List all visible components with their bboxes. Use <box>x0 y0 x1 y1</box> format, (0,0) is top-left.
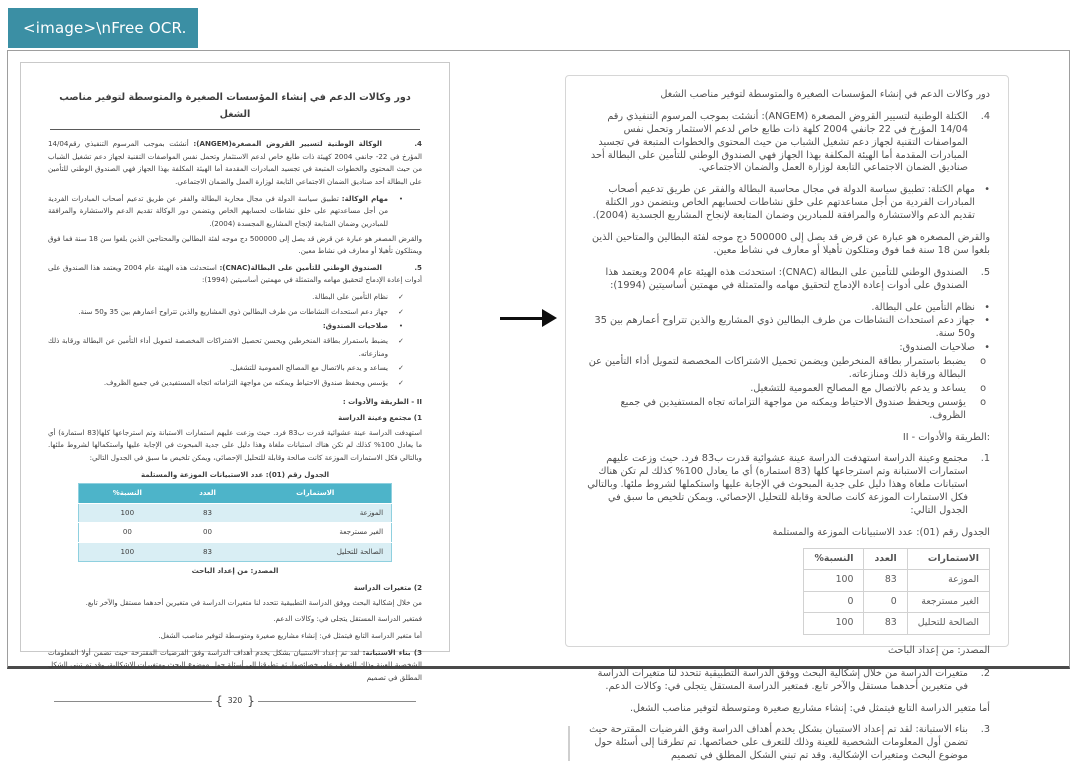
table-source: المصدر: من إعداد الباحث <box>191 566 279 576</box>
sub-bullet-item: o يؤسس ويحفظ صندوق الاحتياط ويمكنه من مواجهة التزاماته تجاه المستفيدين في جميع الظروف. <box>582 397 990 423</box>
bullet-fund-powers: • صلاحيات الصندوق: <box>48 320 422 333</box>
section-heading-method: II - الطريقة والأدوات : <box>342 397 422 407</box>
check-item: ✓ نظام التأمين على البطالة. <box>48 291 422 304</box>
ocr-title: دور وكالات الدعم في إنشاء المؤسسات الصغيرة والمتوسطة لتوفير مناصب الشغل <box>660 89 990 100</box>
questionnaire-table <box>78 483 392 562</box>
check-item: ✓ يساعد و يدعم بالاتصال مع المصالح العمومية للتشغيل. <box>48 362 422 375</box>
table-header-cell: النسبة% <box>804 548 864 570</box>
ocr-bullet-tasks: • مهام الكتلة: تطبيق سياسة الدولة في مجال محاسبة البطالة والفقر عن طريق تدعيم أصحاب المبادرات الفردية من أجل مساعدتهم على خلق نشاطات لحسابهم الخاص ويتضمن دور الكتلة تقديم الدعم والاستشارة والمرافقة للمبادرين وضمان المتابعة لإنجاح المشاريع الجسدية (2004). <box>592 184 990 222</box>
scanned-document-page <box>20 62 450 709</box>
subsection-variables: 2) متغيرات الدراسة <box>353 583 422 593</box>
bullet-item: • نظام التأمين على البطالة. <box>871 301 990 313</box>
ocr-paragraph-dependent-variable: أما متغير الدراسة التابع فيتمثل في: إنشاء مشاريع صغيرة ومتوسطة لتوفير مناصب الشغل. <box>629 702 990 714</box>
page-number: 320 <box>227 696 243 706</box>
paragraph-variables-1: من خلال إشكالية البحث ووفق الدراسة التطبيقية تتحدد لنا متغيرات الدراسة في متغيرين أحدهما مستقل والآخر تابع. <box>85 597 422 607</box>
table-header-cell: العدد <box>176 484 240 503</box>
check-icon: ✓ <box>398 363 404 373</box>
bullet-icon: • <box>984 342 990 354</box>
paragraph-item4: 4.الوكالة الوطنية لتسيير القروض المصغرة(ANGEM): أنشئت بموجب المرسوم التنفيذي رقم14/04 المؤرخ في 22- جانفي 2004 كهيئة ذات طابع خاص لدعم الاستثمار وتحمل نفس المواصفات التقنية لجهاز دعم تشغيل الشباب من حيث المحتوى والخطوات المتبعة في تجسيد المبادرات المقدمة أما الهيئة المكلفة بهذا الجهاز فهي الصندوق الوطني للتأمين على البطالة أحد صناديق الضمان الاجتماعي التابعة لوزارة العمل والضمان الاجتماعي. <box>48 139 423 186</box>
paragraph-sample: استهدفت الدراسة عينة عشوائية قدرت ب83 فرد. حيث وزعت عليهم استمارات الاستبانة وتم استرجاعها كلها(83 استمارة) أي ما يعادل 100% كذلك لم تكن هناك استبانات ملغاة وهذا دليل على جدية المبحوث في الإجابة عليها واستكمالها لشروط ملئها. وبالتالي فكل الاستمارات الموزعة كانت صالحة وقابلة للتحليل الإحصائي، ويمكن تلخيص ما سبق في الجدول التالي: <box>48 427 422 462</box>
circle-bullet-icon: o <box>980 382 986 394</box>
check-item: ✓ يضبط باستمرار بطاقة المنخرطين ويحسن تحصيل الاشتراكات المخصصة لتمويل أداء التأمين عن البطالة ورقابة ذلك ومنازعاته. <box>48 335 422 360</box>
ocr-item-4: 4. الكتلة الوطنية لتسيير القروض المصغرة (ANGEM): أنشئت بموجب المرسوم التنفيذي رقم 14/04 المؤرخ في 22 جانفي 2004 كلهة ذات طابع خاص لدعم الاستثمار وتحمل نفس المواصفات التقنية لجهاز دعم تشغيل الشباب من حيث المحتوى والخطوات المتبعة في تجسيد المبادرات المقدمة أما الهيئة المكلفة بهذا الجهاز فهي الصندوق الوطني للتأمين على البطالة أحد صناديق الضمان الاجتماعي التابعة لوزارة العمل والضمان الاجتماعي. <box>590 110 990 174</box>
table-caption: الجدول رقم (01): عدد الاستبيانات الموزعة والمستلمة <box>140 469 330 479</box>
item-number: 3. <box>980 724 990 736</box>
bullet-icon: • <box>984 315 990 327</box>
title-rule <box>50 129 420 130</box>
footer-brace-close: } <box>215 694 223 709</box>
ocr-table-source: المصدر: من إعداد الباحث <box>887 644 990 656</box>
item-number: 2. <box>980 667 990 679</box>
ocr-questionnaire-table <box>803 548 990 635</box>
table-header-row <box>78 484 391 503</box>
table-row: الغير مسترجعة 0 0 <box>804 591 990 613</box>
table-row: الغير مسترجعة 00 00 <box>78 523 391 543</box>
check-icon: ✓ <box>398 335 404 345</box>
paragraph-item5: 5.الصندوق الوطني للتأمين على البطالة(CNAC): استحدثت هذه الهيئة عام 2004 ويعتمد هذا الصندوق على أدوات إعادة الإدماج لتحقيق مهامه والمتمثلة في مهمتين أساسيتين (1994): <box>48 262 422 285</box>
paragraph-variables-2: فمتغير الدراسة المستقل يتجلى في: وكالات الدعم. <box>273 614 422 624</box>
footer-rule <box>258 701 416 702</box>
item-lead: الصندوق الوطني للتأمين على البطالة(CNAC): <box>219 262 382 272</box>
table-row: الموزعة 83 100 <box>78 503 391 523</box>
paragraph-variables-3: أما متغير الدراسة التابع فيتمثل في: إنشاء مشاريع صغيرة ومتوسطة لتوفير مناصب الشغل. <box>158 630 422 640</box>
item-number: 4. <box>980 110 990 122</box>
item-number: 4. <box>414 139 422 149</box>
item-number: 5. <box>414 262 422 272</box>
sub-bullet-item: o يضبط باستمرار بطاقة المنخرطين ويضمن تحميل الاشتراكات المخصصة لتمويل أداء التأمين عن البطالة ورقابة ذلك ومنازعاته. <box>582 356 990 382</box>
paragraph-item3: 3) بناء الاستبانة: لقد تم إعداد الاستبيان بشكل يخدم أهداف الدراسة وفق الفرضيات المقترحة حيث تضمن أولا المعلومات الشخصية للعينة وذلك للتعرف على خصائصها، ثم تطرقنا إلى أسئلة حول موضوع البحث ومتغيرات الإشكالية، وقد تم تبني الشكل المطلق في تصميم <box>48 647 423 682</box>
selection-bar <box>568 726 570 761</box>
circle-bullet-icon: o <box>980 396 986 408</box>
page-title: دور وكالات الدعم في إنشاء المؤسسات الصغيرة والمتوسطة لتوفير مناصب الشغل <box>59 92 411 121</box>
ocr-output-panel[interactable] <box>565 75 1009 762</box>
ocr-item-3: 3. بناء الاستبانة: لقد تم إعداد الاستبيان بشكل يخدم أهداف الدراسة وفق الفرضيات المقترحة حيث تضمن أول المعلومات الشخصية للعينة وذلك للتعرف على خصائصها. تم تطرقنا إلى أسئلة حول موضوع البحث ومتغيرات الإشكالية. وقد تم تبني الشكل المطلق في تصميم <box>582 724 990 763</box>
check-icon: ✓ <box>398 306 404 316</box>
ocr-item-5: 5. الصندوق الوطني للتأمين على البطالة (CNAC): استحدثت هذه الهيئة عام 2004 ويعتمد هذا الصندوق على أدوات إعادة الإدماج لتحقيق مهامه والمتمثلة في مهمتين أساسيتين (1994): <box>605 266 990 291</box>
paragraph-microloan: والقرض المصغر هو عبارة عن قرض قد يصل إلى 500000 دج موجه لفئة البطالين والمحتاجين الذين بلغوا سن 18 سنة فما فوق ويمتلكون تأهيلا أو معارف في نشاط معين. <box>48 233 422 256</box>
table-header-row <box>804 548 990 570</box>
check-icon: ✓ <box>398 292 404 301</box>
item-number: 1. <box>980 453 990 465</box>
table-header-cell: النسبة% <box>78 484 175 503</box>
ocr-bullet-list <box>582 302 990 423</box>
subsection-sample: 1) مجتمع وعينة الدراسة <box>338 413 422 422</box>
check-item: ✓ جهاز دعم استحداث النشاطات من طرف البطالين ذوي المشاريع والذين تتراوح أعمارهم بين 35 و50 سنة. <box>48 306 422 319</box>
check-icon: ✓ <box>398 377 404 387</box>
circle-bullet-icon: o <box>980 356 986 368</box>
footer-rule <box>54 701 212 702</box>
ocr-paragraph-microloan: والقرض المصغره هو عبارة عن قرض قد يصل إلى 500000 دج موجه لفئة البطالين والمتاحين الذين بلغوا سن 18 سنة فما فوق ومتلكون تأهيلا أو معارف في نشاط معين. <box>592 232 990 256</box>
ocr-item-1: 1. مجتمع وعينة الدراسة استهدفت الدراسة عينة عشوائية قدرت ب83 فرد. حيث وزعت عليهم استمارات الاستبانة وتم استرجاعها كلها (83 استمارة) أي ما يعادل 100% كذلك لم تكن هناك استبانات ملغاة وهذا دليل على جدية المبحوث في الإجابة عليها واستكملها لشروط ملئها. وبالتالي فكل الاستمارات الموزعة كانت صالحة وقابلة للتحليل الإحصائي. ويمكن تلخيص ما سبق في الجدول التالي: <box>587 453 990 517</box>
bullet-icon: • <box>984 184 990 196</box>
bullet-agency-tasks: • مهام الوكالة: تطبيق سياسة الدولة في مجال محاربة البطالة والفقر عن طريق تدعيم أصحاب المبادرات الفردية من أجل مساعدتهم على خلق نشاطات لحسابهم الخاص ويتضمن دور الوكالة تقديم الدعم والاستشارة والمرافقة للمبادرين وضمان المتابعة لإنجاح المشاريع المجسدة (2004). <box>48 193 422 231</box>
ocr-item-2: 2. متغيرات الدراسة من خلال إشكالية البحث ووفق الدراسة التطبيقية تتحدد لنا متغيرات الدراسة في متغيرين أحدهما مستقل والآخر تابع. فمتغير الدراسة المستقل يتجلى في: وكالات الدعم. <box>597 667 990 692</box>
bullet-item: • جهاز دعم استحداث النشاطات من طرف البطالين ذوي المشاريع والذين تتراوح أعمارهم بين 35 و50 سنة. <box>594 315 990 340</box>
table-row: الصالحة للتحليل 83 100 <box>804 613 990 635</box>
table-header-cell: الاستمارات <box>907 548 989 570</box>
item-lead: الوكالة الوطنية لتسيير القروض المصغرة(ANGEM): <box>193 139 382 149</box>
free-ocr-tag <box>8 8 198 48</box>
table-row: الصالحة للتحليل 83 100 <box>78 542 391 562</box>
ocr-table-caption: الجدول رقم (01): عدد الاستبيانات الموزعة والمستلمة <box>772 526 990 538</box>
sub-bullet-item: o يساعد و يدعم بالاتصال مع المصالح العمومية للتشغيل. <box>582 383 990 396</box>
right-arrow-icon <box>500 308 558 328</box>
bullet-icon: • <box>398 193 404 203</box>
table-row: الموزعة 83 100 <box>804 570 990 592</box>
bullet-icon: • <box>398 321 404 331</box>
bullet-item: • صلاحيات الصندوق: <box>899 342 990 354</box>
table-header-cell: العدد <box>864 548 907 570</box>
check-item: ✓ يؤسس ويحفظ صندوق الاحتياط ويمكنه من مواجهة التزاماته اتجاه المستفيدين في جميع الظروف. <box>48 377 422 390</box>
free-ocr-tag-label: <image>\nFree OCR. <box>23 19 187 37</box>
bullet-icon: • <box>984 301 990 313</box>
table-header-cell: الاستمارات <box>239 484 391 503</box>
ocr-section-heading: :الطريقة والأدوات - II <box>902 431 990 443</box>
item-number: 5. <box>980 266 990 278</box>
footer-brace-open: { <box>247 694 255 709</box>
page-footer <box>54 694 416 708</box>
